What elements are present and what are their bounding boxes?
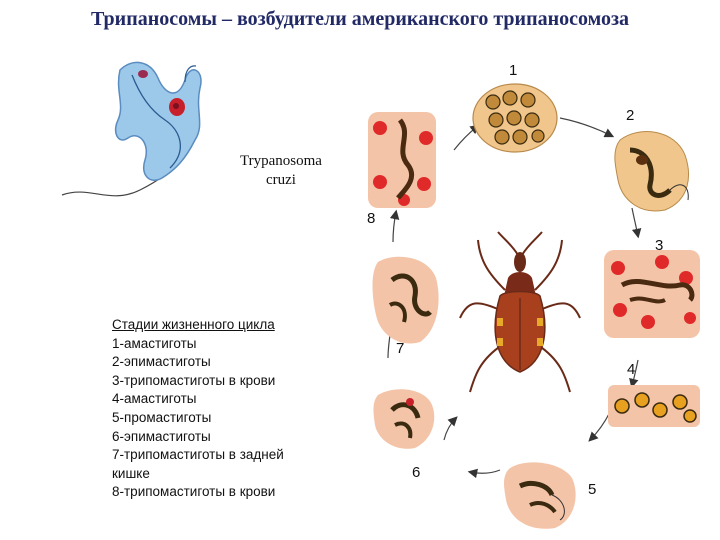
stage-5-image [504,462,576,528]
legend-item: 5-промастиготы [112,409,212,425]
trypanosoma-drawing [62,62,201,195]
stage-number-1: 1 [509,62,518,79]
stage-number-8: 8 [367,210,376,227]
legend-item: 3-трипомастиготы в крови [112,372,276,388]
page-title: Трипаносомы – возбудители американского трипаносомоза [90,8,630,30]
stage-number-2: 2 [626,107,635,124]
stage-1-image [473,84,557,152]
stage-number-5: 5 [588,481,597,498]
legend-title: Стадии жизненного цикла [112,317,275,332]
triatomine-bug [460,232,580,392]
species-epithet: cruzi [266,172,296,188]
stage-number-6: 6 [412,464,421,481]
legend-item: 1-амастиготы [112,335,197,351]
stage-8-image [368,112,436,208]
stage-number-4: 4 [627,361,636,378]
legend-item: 8-трипомастиготы в крови [112,484,276,500]
legend-item: 7-трипомастиготы в задней [112,447,284,463]
legend-item: кишке [112,465,150,481]
stage-4-image [608,385,700,427]
stage-6-image [373,389,434,448]
legend-item: 2-эпимастиготы [112,354,211,370]
stage-3-image [604,250,700,338]
stage-2-image [615,132,689,211]
stage-7-image [373,257,439,344]
legend-item: 4-амастиготы [112,391,197,407]
life-cycle-legend [112,316,284,502]
species-genus: Trypanosoma [240,153,322,169]
legend-item: 6-эпимастиготы [112,428,211,444]
stage-number-7: 7 [396,340,405,357]
species-label [226,152,336,190]
stage-number-3: 3 [655,237,664,254]
